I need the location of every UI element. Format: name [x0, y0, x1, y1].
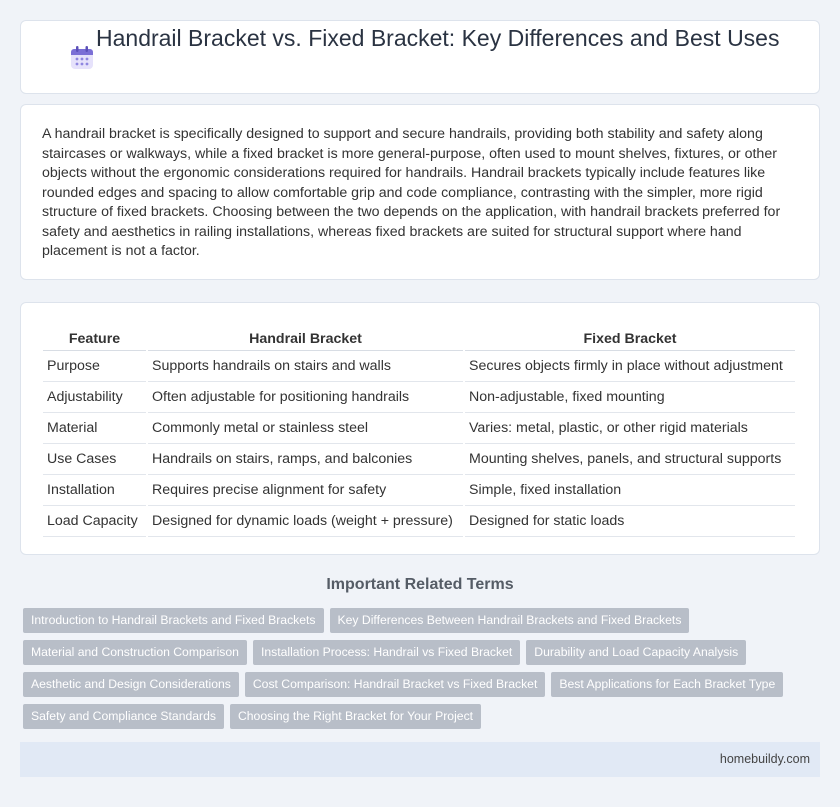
table-cell: Material	[43, 412, 147, 443]
table-cell: Varies: metal, plastic, or other rigid materials	[464, 412, 795, 443]
table-cell: Commonly metal or stainless steel	[147, 412, 464, 443]
table-row	[43, 474, 795, 505]
related-term-tag[interactable]: Durability and Load Capacity Analysis	[526, 640, 746, 665]
table-row	[43, 350, 795, 381]
footer	[20, 742, 820, 777]
related-term-tag[interactable]: Aesthetic and Design Considerations	[23, 672, 239, 697]
related-term-tag[interactable]: Introduction to Handrail Brackets and Fixed Brackets	[23, 608, 324, 633]
table-row	[43, 505, 795, 536]
related-terms-list	[23, 608, 813, 736]
table-cell: Designed for dynamic loads (weight + pressure)	[147, 505, 464, 536]
related-term-tag[interactable]: Safety and Compliance Standards	[23, 704, 224, 729]
table-header-cell: Handrail Bracket	[147, 323, 464, 350]
table-cell: Purpose	[43, 350, 147, 381]
page-title: Handrail Bracket vs. Fixed Bracket: Key Differences and Best Uses	[96, 25, 780, 51]
table-cell: Supports handrails on stairs and walls	[147, 350, 464, 381]
calendar-icon	[69, 45, 95, 71]
table-cell: Use Cases	[43, 443, 147, 474]
related-term-tag[interactable]: Choosing the Right Bracket for Your Project	[230, 704, 481, 729]
table-cell: Requires precise alignment for safety	[147, 474, 464, 505]
table-header-cell: Feature	[43, 323, 147, 350]
table-cell: Adjustability	[43, 381, 147, 412]
related-term-tag[interactable]: Key Differences Between Handrail Brackets and Fixed Brackets	[330, 608, 690, 633]
table-cell: Non-adjustable, fixed mounting	[464, 381, 795, 412]
comparison-table-card	[20, 302, 820, 555]
related-term-tag[interactable]: Cost Comparison: Handrail Bracket vs Fixed Bracket	[245, 672, 545, 697]
table-cell: Installation	[43, 474, 147, 505]
intro-card	[20, 104, 820, 280]
related-term-tag[interactable]: Installation Process: Handrail vs Fixed Bracket	[253, 640, 520, 665]
comparison-table	[43, 323, 795, 537]
table-cell: Designed for static loads	[464, 505, 795, 536]
footer-site-link[interactable]: homebuildy.com	[719, 752, 810, 766]
intro-paragraph: A handrail bracket is specifically designed to support and secure handrails, providing both stability and safety along staircases or walkways, while a fixed bracket is more general-purpose, often used to mount shelves, fixtures, or other objects without the ergonomic considerations required for handrails. Handrail brackets typically include features like rounded edges and spacing to allow comfortable grip and code compliance, contrasting with the simpler, more rigid structure of fixed brackets. Choosing between the two depends on the application, with handrail brackets preferred for safety and aesthetics in railing installations, whereas fixed brackets are suited for structural support where hand placement is not a factor.	[42, 126, 781, 259]
table-row	[43, 412, 795, 443]
table-cell: Simple, fixed installation	[464, 474, 795, 505]
table-header-cell: Fixed Bracket	[464, 323, 795, 350]
table-row	[43, 381, 795, 412]
table-cell: Handrails on stairs, ramps, and balconies	[147, 443, 464, 474]
related-term-tag[interactable]: Material and Construction Comparison	[23, 640, 247, 665]
table-header-row	[43, 323, 795, 350]
table-cell: Mounting shelves, panels, and structural supports	[464, 443, 795, 474]
table-cell: Load Capacity	[43, 505, 147, 536]
related-terms-title: Important Related Terms	[326, 576, 514, 593]
table-row	[43, 443, 795, 474]
table-cell: Secures objects firmly in place without adjustment	[464, 350, 795, 381]
related-term-tag[interactable]: Best Applications for Each Bracket Type	[551, 672, 783, 697]
table-cell: Often adjustable for positioning handrails	[147, 381, 464, 412]
